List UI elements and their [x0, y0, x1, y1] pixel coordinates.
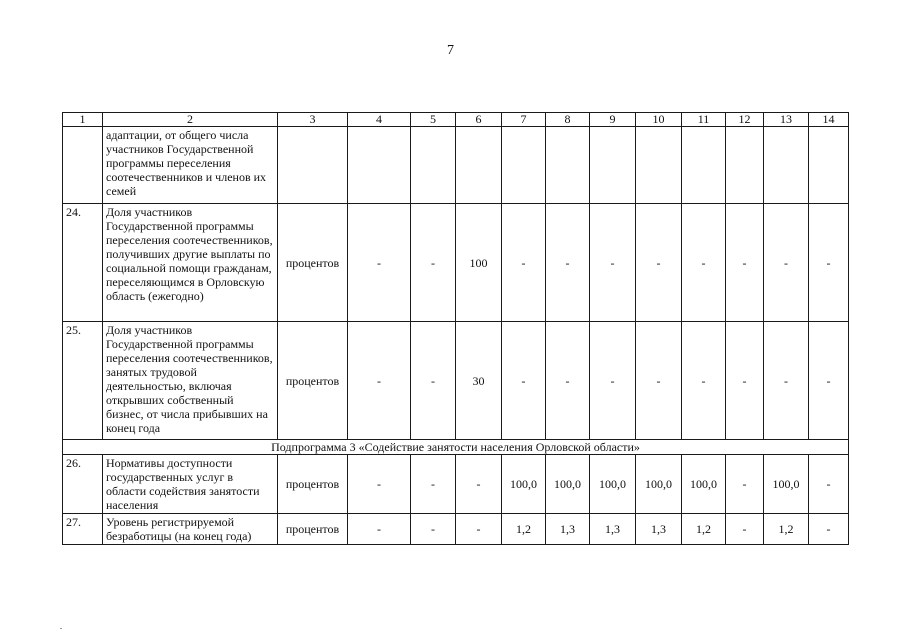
row-number-cell: 25.	[63, 322, 103, 440]
value-cell: -	[726, 204, 764, 322]
value-cell: -	[348, 514, 411, 545]
value-cell: -	[726, 455, 764, 514]
value-cell: 100,0	[682, 455, 726, 514]
table-row	[63, 455, 849, 514]
value-cell: -	[636, 204, 682, 322]
indicator-description-cell: Нормативы доступности государственных услуг в области содействия занятости населения	[103, 455, 278, 514]
column-number-cell: 6	[456, 113, 502, 127]
table-row	[63, 514, 849, 545]
value-cell	[348, 127, 411, 204]
subprogram-heading: Подпрограмма 3 «Содействие занятости населения Орловской области»	[63, 440, 849, 455]
value-cell	[590, 127, 636, 204]
column-number-cell: 11	[682, 113, 726, 127]
unit-cell: процентов	[278, 322, 348, 440]
value-cell: 1,2	[764, 514, 809, 545]
row-number-cell: 27.	[63, 514, 103, 545]
value-cell: -	[411, 322, 456, 440]
value-cell: -	[726, 322, 764, 440]
value-cell: -	[502, 204, 546, 322]
value-cell: -	[348, 322, 411, 440]
column-number-cell: 5	[411, 113, 456, 127]
value-cell: -	[809, 514, 849, 545]
value-cell: -	[348, 455, 411, 514]
value-cell	[456, 127, 502, 204]
indicator-description-cell: Доля участников Государственной программы переселения соотечественников, занятых трудовой деятельностью, включая открывших собственный бизнес, от числа прибывших на конец года	[103, 322, 278, 440]
value-cell: 1,3	[590, 514, 636, 545]
value-cell: -	[456, 455, 502, 514]
subprogram-heading-row	[63, 440, 849, 455]
value-cell	[682, 127, 726, 204]
column-number-cell: 2	[103, 113, 278, 127]
value-cell: 1,2	[502, 514, 546, 545]
value-cell: -	[502, 322, 546, 440]
value-cell: 100	[456, 204, 502, 322]
unit-cell: процентов	[278, 455, 348, 514]
value-cell: 1,3	[546, 514, 590, 545]
row-number-cell	[63, 127, 103, 204]
value-cell: 1,3	[636, 514, 682, 545]
row-number-cell: 24.	[63, 204, 103, 322]
value-cell: -	[590, 322, 636, 440]
value-cell: -	[809, 455, 849, 514]
indicator-description-cell: Уровень регистрируемой безработицы (на конец года)	[103, 514, 278, 545]
value-cell	[278, 127, 348, 204]
value-cell: -	[809, 322, 849, 440]
indicator-description-cell: адаптации, от общего числа участников Государственной программы переселения соотечественников и членов их семей	[103, 127, 278, 204]
column-number-cell: 8	[546, 113, 590, 127]
value-cell	[546, 127, 590, 204]
value-cell: -	[546, 204, 590, 322]
value-cell: 1,2	[682, 514, 726, 545]
unit-cell: процентов	[278, 514, 348, 545]
value-cell: -	[764, 322, 809, 440]
table-row	[63, 322, 849, 440]
indicator-table	[62, 112, 849, 545]
value-cell: -	[590, 204, 636, 322]
column-number-cell: 7	[502, 113, 546, 127]
column-number-cell: 9	[590, 113, 636, 127]
indicator-description-cell: Доля участников Государственной программы переселения соотечественников, получивших другие выплаты по социальной помощи гражданам, переселяющимся в Орловскую область (ежегодно)	[103, 204, 278, 322]
value-cell	[636, 127, 682, 204]
value-cell: 100,0	[636, 455, 682, 514]
value-cell: -	[636, 322, 682, 440]
value-cell: -	[682, 322, 726, 440]
value-cell	[502, 127, 546, 204]
column-number-header-row	[63, 113, 849, 127]
column-number-cell: 14	[809, 113, 849, 127]
value-cell: -	[546, 322, 590, 440]
value-cell: 100,0	[590, 455, 636, 514]
scan-speck	[60, 628, 62, 629]
column-number-cell: 13	[764, 113, 809, 127]
value-cell: -	[411, 455, 456, 514]
unit-cell: процентов	[278, 204, 348, 322]
value-cell: 100,0	[502, 455, 546, 514]
column-number-cell: 12	[726, 113, 764, 127]
value-cell: -	[809, 204, 849, 322]
value-cell: -	[411, 514, 456, 545]
value-cell	[726, 127, 764, 204]
column-number-cell: 3	[278, 113, 348, 127]
value-cell: -	[348, 204, 411, 322]
value-cell: 100,0	[546, 455, 590, 514]
column-number-cell: 10	[636, 113, 682, 127]
value-cell	[411, 127, 456, 204]
value-cell: -	[456, 514, 502, 545]
row-number-cell: 26.	[63, 455, 103, 514]
value-cell: -	[682, 204, 726, 322]
table-row	[63, 204, 849, 322]
value-cell: -	[411, 204, 456, 322]
value-cell	[809, 127, 849, 204]
page-number: 7	[447, 43, 454, 58]
value-cell: 100,0	[764, 455, 809, 514]
value-cell: 30	[456, 322, 502, 440]
column-number-cell: 1	[63, 113, 103, 127]
continuation-row	[63, 127, 849, 204]
value-cell	[764, 127, 809, 204]
value-cell: -	[764, 204, 809, 322]
value-cell: -	[726, 514, 764, 545]
column-number-cell: 4	[348, 113, 411, 127]
